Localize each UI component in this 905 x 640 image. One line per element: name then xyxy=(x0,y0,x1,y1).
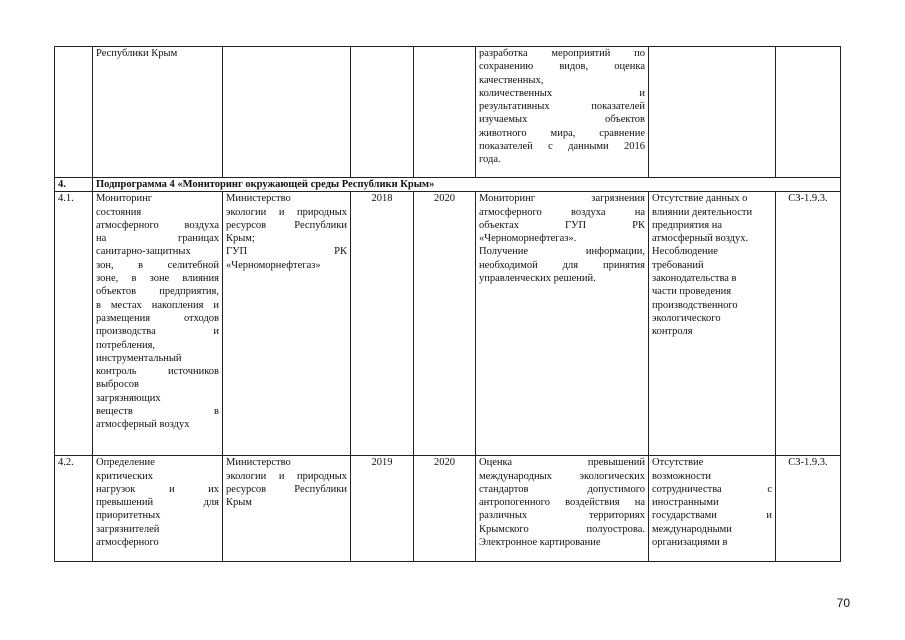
cell-line: Министерство xyxy=(226,193,291,205)
cell-line: атмосферного воздуха на xyxy=(479,206,645,218)
cell-line: организациями в xyxy=(652,537,728,549)
cell-executor xyxy=(223,456,351,562)
cell-line: качественных, xyxy=(479,74,544,86)
cell-line: контроля xyxy=(652,326,693,338)
cell-line: загрязнителей xyxy=(96,523,160,535)
cell-line: ресурсов Республики xyxy=(226,219,347,231)
cell-line: экологического xyxy=(652,312,721,324)
cell-line: загрязняющих xyxy=(96,392,161,404)
cell-result xyxy=(476,456,649,562)
cell-line: влиянии деятельности xyxy=(652,206,753,218)
cell-line: части проведения xyxy=(652,286,732,298)
cell-line: иностранными xyxy=(652,497,719,509)
cell-line: состояния xyxy=(96,206,142,218)
cell-line: управленческих решений. xyxy=(479,273,596,285)
cell-line: Мониторинг xyxy=(96,193,153,205)
cell-start: 2019 xyxy=(351,456,414,562)
table-row xyxy=(55,192,841,456)
cell-line: производства и xyxy=(96,326,219,338)
cell-line: инструментальный xyxy=(96,352,182,364)
cell-line: законодательства в xyxy=(652,273,737,285)
program-table xyxy=(54,46,841,562)
cell-line: Оценка превышений xyxy=(479,457,645,469)
cell-line: зон, в селитебной xyxy=(96,259,219,271)
cell-line: Получение информации, xyxy=(479,246,645,258)
cell-code: СЗ-1.9.3. xyxy=(776,456,841,562)
cell-end: 2020 xyxy=(414,456,476,562)
cell-executor xyxy=(223,47,351,178)
cell-line: Министерство xyxy=(226,457,291,469)
cell-line: атмосферный воздух. xyxy=(652,233,749,245)
table-row-continuation xyxy=(55,47,841,178)
cell-line: возможности xyxy=(652,470,712,482)
cell-start: 2018 xyxy=(351,192,414,456)
cell-line: экологии и природных xyxy=(226,206,347,218)
cell-line: животного мира, сравнение xyxy=(479,127,645,139)
cell-line: ГУП РК xyxy=(226,246,347,258)
cell-line: антропогенного воздействия на xyxy=(479,497,645,509)
table-row xyxy=(55,456,841,562)
cell-line: превышений для xyxy=(96,497,219,509)
cell-executor xyxy=(223,192,351,456)
cell-consequence xyxy=(649,456,776,562)
cell-line: Отсутствие xyxy=(652,457,704,469)
cell-line: международными xyxy=(652,523,732,535)
cell-line: приоритетных xyxy=(96,510,161,522)
cell-line: объектов предприятия, xyxy=(96,286,219,298)
cell-line: объектах ГУП РК xyxy=(479,219,645,231)
cell-line: зоне, в зоне влияния xyxy=(96,273,219,285)
subprogram-number: 4. xyxy=(55,178,93,192)
cell-line: на границах xyxy=(96,233,219,245)
cell-line: Крым xyxy=(226,497,252,509)
cell-line: санитарно-защитных xyxy=(96,246,191,258)
cell-consequence xyxy=(649,192,776,456)
cell-name xyxy=(93,192,223,456)
cell-consequence xyxy=(649,47,776,178)
cell-name xyxy=(93,456,223,562)
cell-line: государствами и xyxy=(652,510,772,522)
cell-line: требований xyxy=(652,259,704,271)
page-number: 70 xyxy=(836,596,850,610)
cell-name-text: Республики Крым xyxy=(96,48,178,59)
cell-code xyxy=(776,47,841,178)
cell-line: необходимой для принятия xyxy=(479,259,645,271)
cell-line: сохранению видов, оценка xyxy=(479,61,645,73)
subprogram-title: Подпрограмма 4 «Мониторинг окружающей среды Республики Крым» xyxy=(93,178,841,192)
cell-line: стандартов допустимого xyxy=(479,483,645,495)
cell-line: Мониторинг загрязнения xyxy=(479,193,645,205)
cell-line: атмосферного xyxy=(96,537,159,549)
cell-code: СЗ-1.9.3. xyxy=(776,192,841,456)
cell-line: веществ в xyxy=(96,406,219,418)
cell-name xyxy=(93,47,223,178)
cell-result xyxy=(476,47,649,178)
cell-num xyxy=(55,47,93,178)
cell-line: нагрузок и их xyxy=(96,483,219,495)
cell-end xyxy=(414,47,476,178)
cell-line: в местах накопления и xyxy=(96,299,219,311)
cell-line: атмосферный воздух xyxy=(96,419,190,431)
cell-line: «Черноморнефтегаз». xyxy=(479,233,577,245)
cell-line: изучаемых объектов xyxy=(479,114,645,126)
cell-line: выбросов xyxy=(96,379,139,391)
cell-line: экологии и природных xyxy=(226,470,347,482)
cell-line: сотрудничества с xyxy=(652,483,772,495)
cell-num: 4.2. xyxy=(55,456,93,562)
cell-line: показателей с данными 2016 xyxy=(479,141,645,153)
cell-line: размещения отходов xyxy=(96,312,219,324)
cell-line: Электронное картирование xyxy=(479,537,601,549)
cell-line: Несоблюдение xyxy=(652,246,718,258)
subprogram-row xyxy=(55,178,841,192)
cell-start xyxy=(351,47,414,178)
cell-end: 2020 xyxy=(414,192,476,456)
cell-line: критических xyxy=(96,470,154,482)
cell-line: предприятия на xyxy=(652,219,722,231)
cell-line: различных территориях xyxy=(479,510,645,522)
cell-line: Крым; xyxy=(226,233,255,245)
cell-line: производственного xyxy=(652,299,738,311)
cell-line: «Черноморнефтегаз» xyxy=(226,259,321,271)
cell-line: атмосферного воздуха xyxy=(96,219,219,231)
cell-line: количественных и xyxy=(479,87,645,99)
cell-line: потребления, xyxy=(96,339,156,351)
cell-line: года. xyxy=(479,154,501,166)
cell-num: 4.1. xyxy=(55,192,93,456)
cell-line: Отсутствие данных о xyxy=(652,193,748,205)
cell-result xyxy=(476,192,649,456)
cell-line: Определение xyxy=(96,457,155,469)
cell-line: контроль источников xyxy=(96,366,219,378)
cell-line: международных экологических xyxy=(479,470,645,482)
cell-line: разработка мероприятий по xyxy=(479,48,645,59)
cell-line: результативных показателей xyxy=(479,101,645,113)
cell-line: ресурсов Республики xyxy=(226,483,347,495)
cell-line: Крымского полуострова. xyxy=(479,523,645,535)
